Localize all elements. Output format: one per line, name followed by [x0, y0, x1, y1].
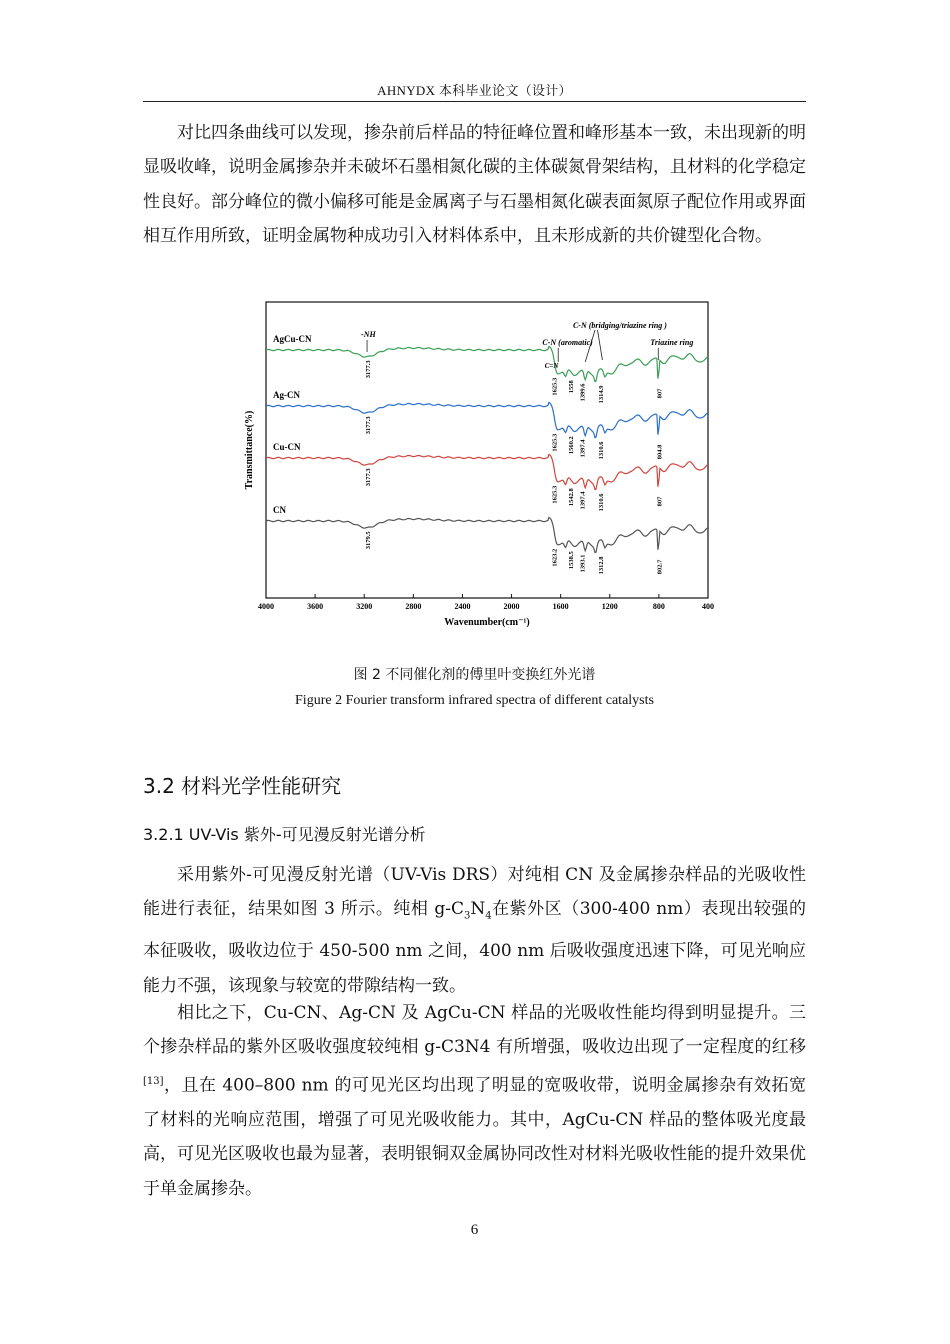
peak-label: 1310.6 [597, 441, 605, 460]
intro-paragraph: 对比四条曲线可以发现，掺杂前后样品的特征峰位置和峰形基本一致，未出现新的明显吸收峰，说明金属掺杂并未破坏石墨相氮化碳的主体碳氮骨架结构，且材料的化学稳定性良好。部分峰位的微小偏移可能是金属离子与石墨相氮化碳表面氮原子配位作用或界面相互作用所致，证明金属物种成功引入材料体系中，且未形成新的共价键型化合物。 [143, 123, 806, 247]
series-label: CN [273, 505, 286, 515]
peak-label: 1542.8 [567, 488, 575, 507]
peak-label: 1558 [567, 380, 575, 394]
series-line-cu-cn [266, 455, 708, 490]
peak-label: 1399.6 [579, 383, 587, 402]
peak-label: 1312.8 [597, 556, 605, 575]
x-tick-label: 800 [652, 602, 665, 611]
series-line-ag-cn [266, 403, 708, 438]
x-tick-label: 400 [702, 602, 714, 611]
y-axis-label: Transmittance(%) [244, 410, 255, 490]
uvvis-paragraph-2: 相比之下，Cu-CN、Ag-CN 及 AgCu-CN 样品的光吸收性能均得到明显提升。三个掺杂样品的紫外区吸收强度较纯相 g-C3N4 有所增强，吸收边出现了一定程度的红移[13]，且在 400–800 nm 的可见光区均出现了明显的宽吸收带，说明金属掺杂有效拓宽了材料的光响应范围，增强了可见光吸收能力。其中，AgCu-CN 样品的整体吸光度最高，可见光区吸收也最为显著，表明银铜双金属协同改性对材料光吸收性能的提升效果优于单金属掺杂。 [143, 1003, 806, 1199]
peak-label: 807 [656, 388, 664, 399]
peak-label: 3177.3 [365, 468, 373, 487]
peak-label: 804.8 [656, 444, 664, 460]
series-label: AgCu-CN [273, 334, 312, 344]
x-tick-label: 2000 [503, 602, 520, 611]
x-tick-label: 1200 [601, 602, 618, 611]
peak-label: 1393.1 [579, 554, 587, 573]
annotation-triazine: Triazine ring [650, 338, 694, 347]
peak-label: 1560.2 [567, 436, 575, 455]
peak-label: 802.7 [656, 559, 664, 575]
series-label: Ag-CN [273, 390, 300, 400]
uvvis-paragraph-1: 采用紫外-可见漫反射光谱（UV-Vis DRS）对纯相 CN 及金属掺杂样品的光吸收性能进行表征，结果如图 3 所示。纯相 $g-C_3N_4$在紫外区（300-400 nm）表现出较强的本征吸收，吸收边位于 450-500 nm 之间，400 nm 后吸收强度迅速下降，可见光响应能力不强，该现象与较宽的带隙结构一致。 [143, 865, 806, 996]
subsection-heading: 3.2.1 UV-Vis 紫外-可见漫反射光谱分析 [143, 825, 426, 844]
peak-label: 3177.3 [365, 360, 373, 379]
peak-label: 3179.5 [365, 531, 373, 550]
ftir-figure [240, 300, 720, 640]
peak-label: 3177.3 [365, 416, 373, 435]
page-number: 6 [470, 1222, 479, 1238]
x-tick-label: 2800 [405, 602, 422, 611]
figure-caption-en: Figure 2 Fourier transform infrared spectra of different catalysts [295, 693, 654, 708]
chart-frame [266, 302, 708, 598]
section-heading: 3.2 材料光学性能研究 [143, 774, 342, 798]
peak-label: 1397.4 [579, 491, 587, 510]
peak-label: 1538.5 [567, 551, 575, 570]
x-tick-label: 4000 [258, 602, 274, 611]
x-tick-label: 2400 [454, 602, 471, 611]
annotation-cn-bridging: C-N (bridging/triazine ring ) [572, 321, 667, 330]
annotation-nh: -NH [361, 330, 376, 339]
x-tick-label: 1600 [552, 602, 569, 611]
peak-label: 1314.9 [597, 385, 605, 404]
x-tick-label: 3600 [307, 602, 324, 611]
peak-label: 807 [656, 496, 664, 507]
header-rule [143, 101, 806, 102]
ftir-chart [240, 300, 720, 640]
series-label: Cu-CN [273, 442, 301, 452]
page-header: AHNYDX 本科毕业论文（设计） [377, 83, 572, 98]
figure-caption-cn: 图 2 不同催化剂的傅里叶变换红外光谱 [353, 667, 596, 683]
peak-label: 1397.4 [579, 439, 587, 458]
peak-label: 1625.3 [551, 433, 559, 452]
x-tick-label: 3200 [356, 602, 373, 611]
annotation-cn-aromatic: C-N (aromatic) [542, 338, 593, 347]
series-line-agcu-cn [266, 347, 708, 382]
peak-label: 1310.6 [597, 493, 605, 512]
annotation-c-n: C=N [544, 362, 559, 370]
peak-label: 1623.2 [551, 548, 559, 567]
peak-label: 1625.3 [551, 377, 559, 396]
citation: [13] [143, 1075, 164, 1087]
series-line-cn [266, 518, 708, 553]
peak-label: 1625.3 [551, 485, 559, 504]
annotation-arrow [598, 330, 603, 360]
x-axis-label: Wavenumber(cm⁻¹) [444, 617, 530, 628]
